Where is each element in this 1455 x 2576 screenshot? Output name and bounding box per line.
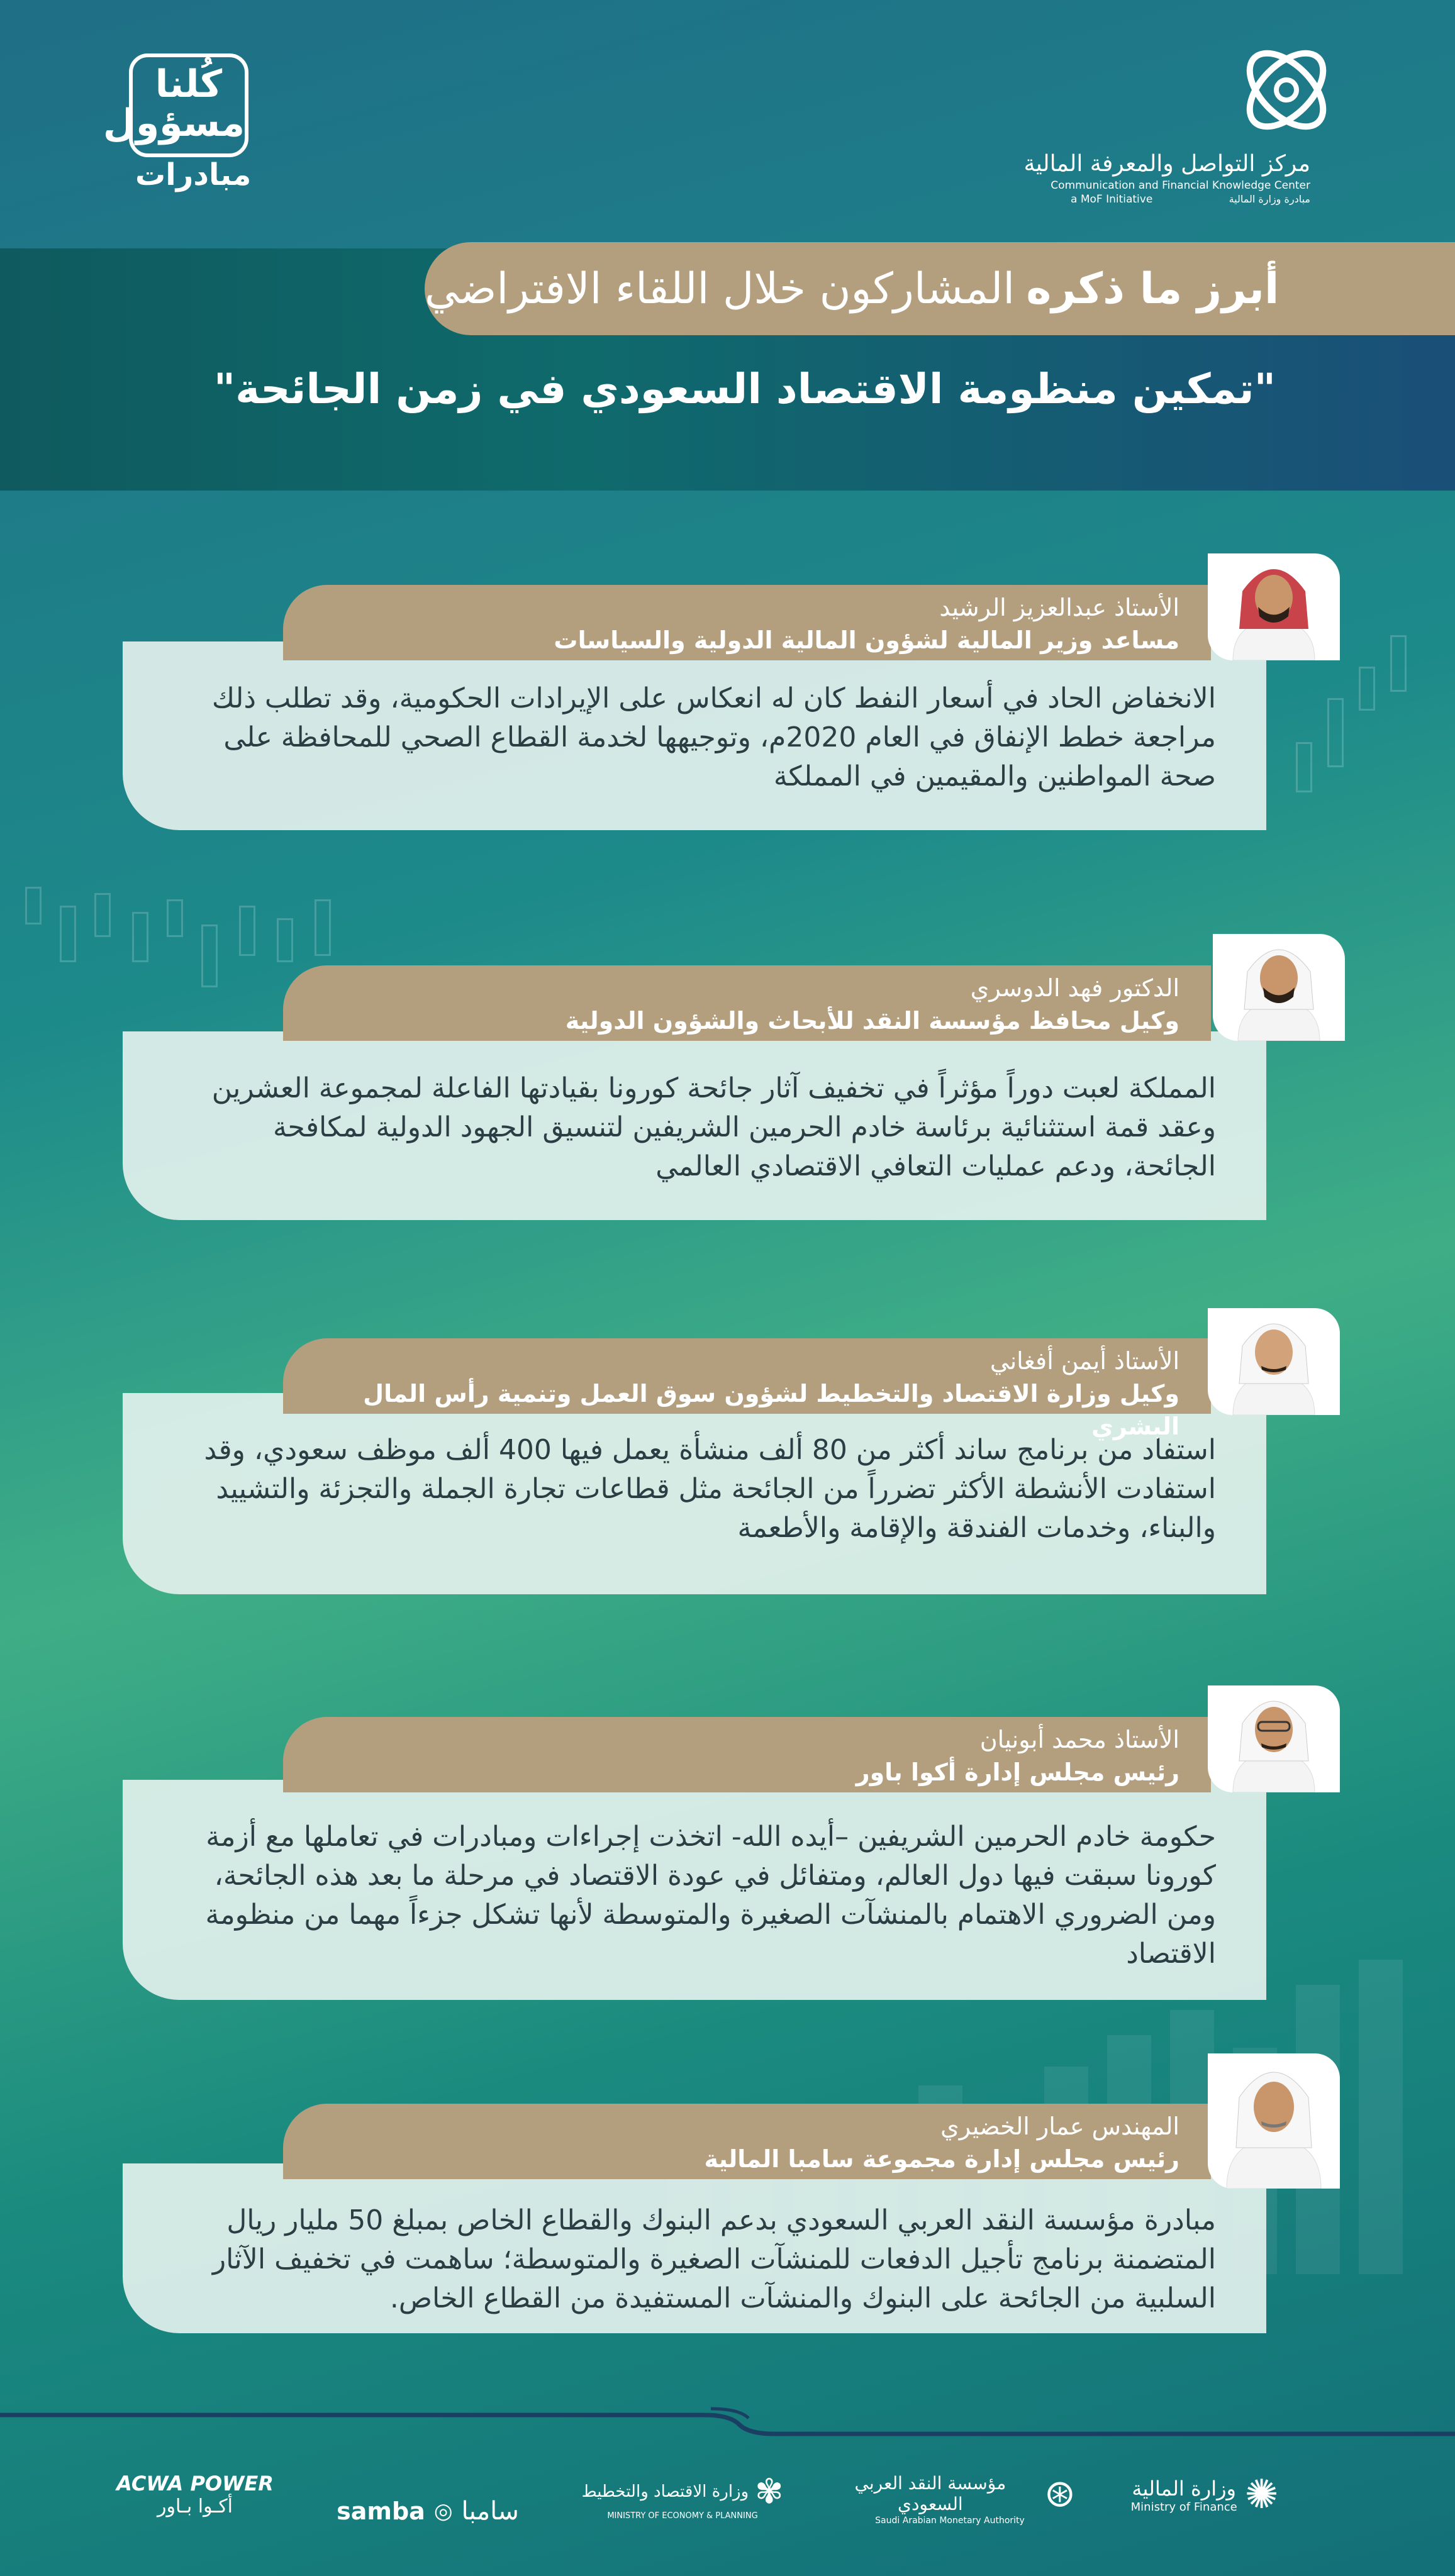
speaker-namebar bbox=[283, 2104, 1211, 2179]
quote-card bbox=[123, 641, 1266, 830]
speaker-photo bbox=[1208, 2053, 1340, 2189]
speaker-photo bbox=[1213, 934, 1345, 1041]
samba-logo bbox=[327, 2497, 528, 2526]
speaker-role: رئيس مجلس إدارة مجموعة سامبا المالية bbox=[704, 2145, 1179, 2173]
kulna-masool-logo bbox=[103, 53, 248, 157]
headline-pill bbox=[425, 242, 1455, 335]
speaker-role: مساعد وزير المالية لشؤون المالية الدولية والسياسات bbox=[554, 626, 1179, 654]
speaker-role: وكيل وزارة الاقتصاد والتخطيط لشؤون سوق العمل وتنمية رأس المال البشري bbox=[363, 1380, 1179, 1440]
mep-name-en: MINISTRY OF ECONOMY & PLANNING bbox=[607, 2511, 758, 2521]
ministry-finance-logo bbox=[1113, 2472, 1296, 2518]
speaker-photo bbox=[1208, 1308, 1340, 1415]
palm-emblem-icon: ✾ bbox=[755, 2472, 784, 2511]
acwa-power-logo bbox=[113, 2472, 277, 2518]
ministry-economy-logo bbox=[579, 2472, 786, 2521]
speaker-role: وكيل محافظ مؤسسة النقد للأبحاث والشؤون الدولية bbox=[565, 1007, 1179, 1035]
knowledge-center-name-en: Communication and Financial Knowledge Center bbox=[1051, 179, 1310, 192]
speaker-namebar bbox=[283, 1717, 1211, 1792]
speaker-quote: الانخفاض الحاد في أسعار النفط كان له انعكاس على الإيرادات الحكومية، وقد تطلب ذلك مراجعة خطط الإنفاق في العام 2020م، وتوجيهها لخدمة القطاع الصحي للمحافظة على صحة المواطنين والمقيمين في المملكة bbox=[211, 682, 1216, 792]
speaker-photo bbox=[1208, 1685, 1340, 1792]
speaker-name: الأستاذ أيمن أفغاني bbox=[990, 1347, 1179, 1375]
mof-emblem-icon: ✺ bbox=[1244, 2472, 1279, 2518]
person-portrait-icon bbox=[1208, 553, 1340, 660]
sama-name-en: Saudi Arabian Monetary Authority bbox=[875, 2516, 1025, 2526]
samba-mark-icon: ◎ bbox=[433, 2499, 453, 2524]
event-title: "تمكين منظومة الاقتصاد السعودي في زمن الجائحة" bbox=[213, 365, 1276, 413]
samba-ar: سامبا bbox=[461, 2497, 519, 2526]
sama-name-ar: مؤسسة النقد العربي السعودي bbox=[854, 2473, 1006, 2514]
samba-en: samba bbox=[337, 2497, 425, 2525]
speaker-quote: مبادرة مؤسسة النقد العربي السعودي بدعم البنوك والقطاع الخاص بمبلغ 50 مليار ريال المتضمنة برنامج تأجيل الدفعات للمنشآت الصغيرة والمتوسطة؛ ساهمت في تخفيف الآثار السلبية من الجائحة على البنوك والمنشآت المستفيدة من القطاع الخاص. bbox=[212, 2204, 1216, 2314]
mep-name-ar: وزارة الاقتصاد والتخطيط bbox=[581, 2482, 749, 2501]
knowledge-center-logo-icon bbox=[1233, 35, 1340, 145]
person-portrait-icon bbox=[1213, 934, 1345, 1041]
speaker-photo bbox=[1208, 553, 1340, 660]
speaker-name: الأستاذ عبدالعزيز الرشيد bbox=[939, 594, 1179, 621]
kulna-logo-line1: كُلنا bbox=[155, 62, 223, 106]
quote-card bbox=[123, 2163, 1266, 2333]
quote-card bbox=[123, 1031, 1266, 1220]
speaker-quote: المملكة لعبت دوراً مؤثراً في تخفيف آثار جائحة كورونا بقيادتها الفاعلة لمجموعة العشرين وعقد قمة استثنائية برئاسة خادم الحرمين الشريفين لتنسيق الجهود الدولية لمكافحة الجائحة، ودعم عمليات التعافي الاقتصادي العالمي bbox=[211, 1072, 1216, 1182]
kulna-logo-line2: مسؤول bbox=[103, 101, 245, 145]
speaker-name: الدكتور فهد الدوسري bbox=[970, 974, 1179, 1002]
headline-rest: المشاركون خلال اللقاء الافتراضي bbox=[425, 264, 1015, 314]
speaker-name: الأستاذ محمد أبونيان bbox=[979, 1726, 1179, 1753]
mubadarat-label: مبادرات bbox=[135, 157, 252, 192]
person-portrait-icon bbox=[1208, 2053, 1340, 2189]
quote-card bbox=[123, 1780, 1266, 2000]
speaker-name: المهندس عمار الخضيري bbox=[940, 2112, 1179, 2140]
person-portrait-icon bbox=[1208, 1308, 1340, 1415]
speaker-quote: استفاد من برنامج ساند أكثر من 80 ألف منشأة يعمل فيها 400 ألف موظف سعودي، وقد استفادت الأنشطة الأكثر تضرراً من الجائحة مثل قطاعات تجارة الجملة والتجزئة والتشييد والبناء، وخدمات الفندقة والإقامة والأطعمة bbox=[204, 1434, 1216, 1544]
sama-logo bbox=[824, 2472, 1076, 2526]
person-portrait-icon bbox=[1208, 1685, 1340, 1792]
mof-name-ar: وزارة المالية bbox=[1132, 2476, 1236, 2501]
speaker-namebar bbox=[283, 965, 1211, 1041]
speaker-role: رئيس مجلس إدارة أكوا باور bbox=[856, 1758, 1179, 1786]
speaker-quote: حكومة خادم الحرمين الشريفين –أيده الله- اتخذت إجراءات ومبادرات في تعاملها مع أزمة كورونا سبقت فيها دول العالم، ومتفائل في عودة الاقتصاد في مرحلة ما بعد هذه الجائحة، ومن الضروري الاهتمام بالمنشآت الصغيرة والمتوسطة لأنها تشكل جزءاً مهما من منظومة الاقتصاد bbox=[205, 1821, 1216, 1970]
speaker-namebar bbox=[283, 1338, 1211, 1440]
knowledge-center-name-ar: مركز التواصل والمعرفة المالية bbox=[1023, 151, 1310, 177]
mof-name-en: Ministry of Finance bbox=[1130, 2500, 1237, 2514]
acwa-power-en: ACWA POWER bbox=[116, 2472, 274, 2496]
acwa-power-ar: أكـوا بـاور bbox=[157, 2496, 233, 2518]
headline-bold: أبرز ما ذكره bbox=[1026, 264, 1279, 314]
speaker-namebar bbox=[283, 585, 1211, 660]
mof-initiative-ar: مبادرة وزارة المالية bbox=[1229, 193, 1310, 205]
sama-seal-icon: ⊛ bbox=[1044, 2472, 1076, 2516]
mof-initiative-en: a MoF Initiative bbox=[1071, 193, 1153, 206]
divider-wave bbox=[0, 2396, 1455, 2440]
